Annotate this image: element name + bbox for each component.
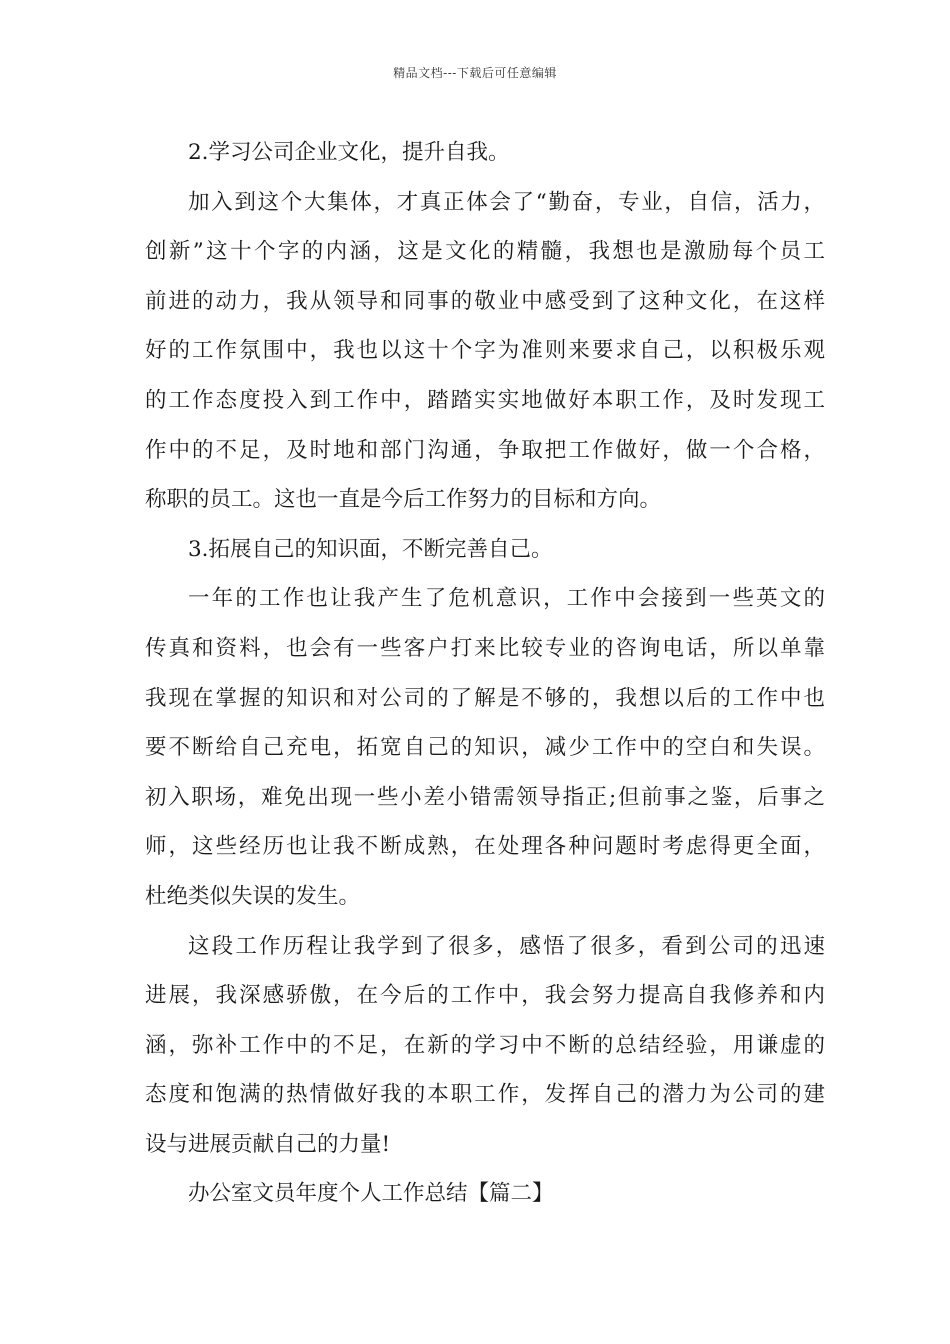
document-body [145, 128, 825, 1219]
paragraph-line: 初入职场，难免出现一些小差小错需领导指正;但前事之鉴，后事之 [145, 784, 825, 810]
paragraph-line: 我现在掌握的知识和对公司的了解是不够的，我想以后的工作中也 [145, 685, 825, 711]
paragraph-line: 这段工作历程让我学到了很多，感悟了很多，看到公司的迅速 [188, 933, 825, 959]
paragraph-line: 师，这些经历也让我不断成熟，在处理各种问题时考虑得更全面， [145, 834, 825, 860]
paragraph-line: 创新”这十个字的内涵，这是文化的精髓，我想也是激励每个员工 [145, 239, 825, 265]
paragraph-line: 前进的动力，我从领导和同事的敬业中感受到了这种文化，在这样 [145, 288, 825, 314]
page-header: 精品文档---下载后可任意编辑 [393, 66, 557, 80]
paragraph-line: 杜绝类似失误的发生。 [145, 883, 361, 909]
paragraph-line: 进展，我深感骄傲，在今后的工作中，我会努力提高自我修养和内 [145, 983, 825, 1009]
paragraph-line: 设与进展贡献自己的力量! [145, 1131, 391, 1157]
section-heading-2: 2.学习公司企业文化，提升自我。 [188, 140, 510, 165]
paragraph-line: 涵，弥补工作中的不足，在新的学习中不断的总结经验，用谦虚的 [145, 1032, 825, 1058]
paragraph-line: 加入到这个大集体，才真正体会了“勤奋，专业，自信，活力， [188, 189, 825, 215]
paragraph-line: 一年的工作也让我产生了危机意识，工作中会接到一些英文的 [188, 586, 825, 612]
paragraph-line: 要不断给自己充电，拓宽自己的知识，减少工作中的空白和失误。 [145, 735, 825, 761]
paragraph-line: 作中的不足，及时地和部门沟通，争取把工作做好，做一个合格， [145, 437, 825, 463]
paragraph-line: 的工作态度投入到工作中，踏踏实实地做好本职工作，及时发现工 [145, 387, 825, 413]
paragraph-line: 态度和饱满的热情做好我的本职工作，发挥自己的潜力为公司的建 [145, 1082, 825, 1108]
section-heading-3: 3.拓展自己的知识面，不断完善自己。 [188, 536, 553, 562]
section-title: 办公室文员年度个人工作总结【篇二】 [188, 1181, 554, 1207]
paragraph-line: 传真和资料，也会有一些客户打来比较专业的咨询电话，所以单靠 [145, 635, 825, 661]
paragraph-line: 好的工作氛围中，我也以这十个字为准则来要求自己，以积极乐观 [145, 338, 825, 364]
paragraph-line: 称职的员工。这也一直是今后工作努力的目标和方向。 [145, 487, 662, 513]
